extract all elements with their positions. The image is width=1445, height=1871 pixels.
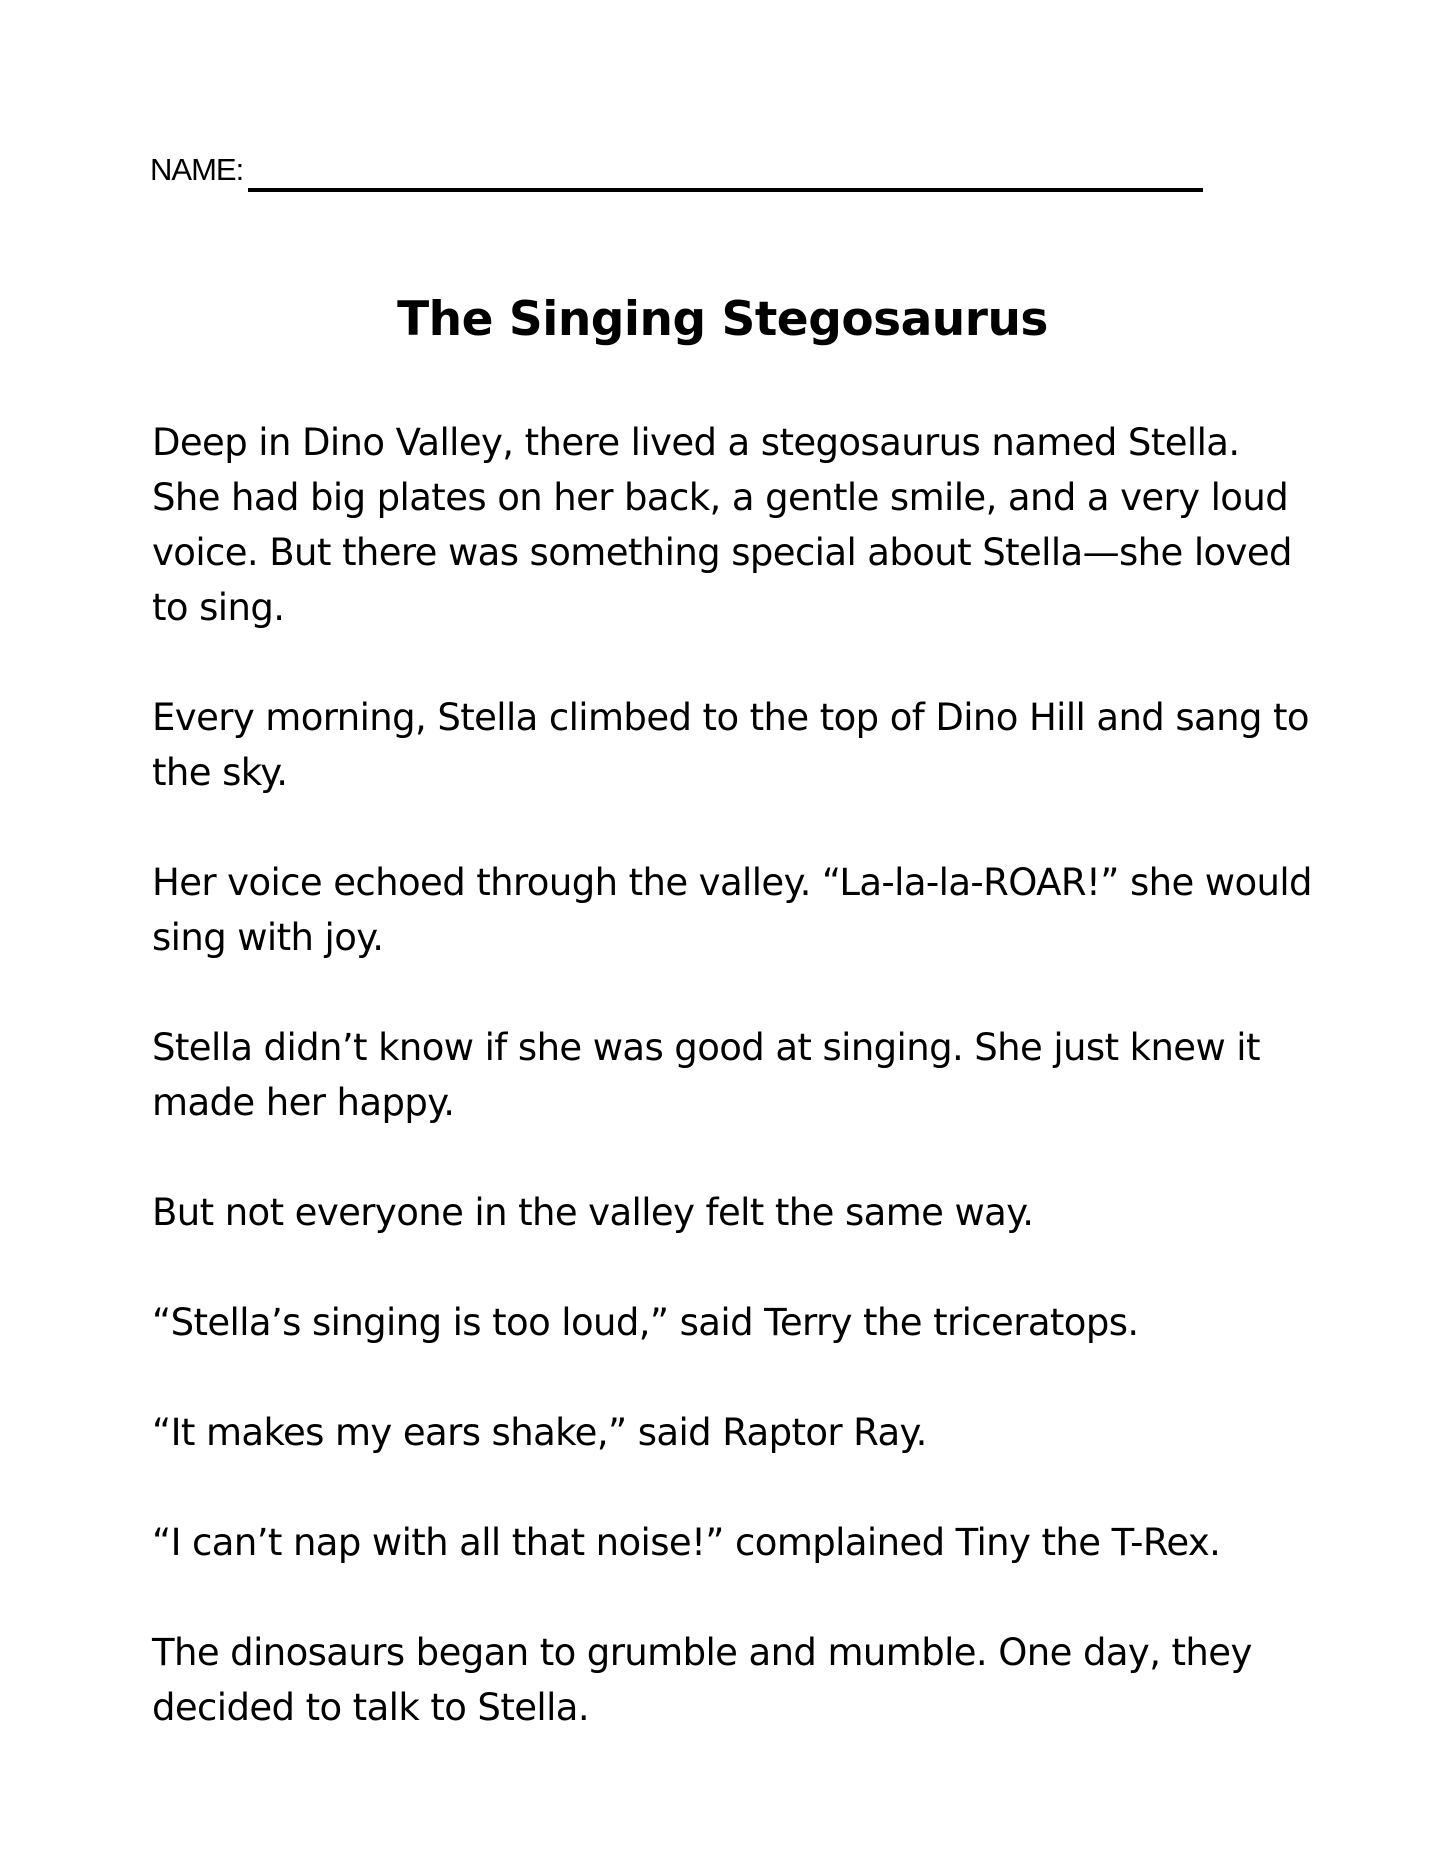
story-title: The Singing Stegosaurus: [397, 292, 1048, 347]
story-paragraph: Stella didn’t know if she was good at singing. She just knew it made her happy.: [152, 1026, 1260, 1124]
story-paragraph: But not everyone in the valley felt the same way.: [152, 1191, 1034, 1234]
story-body: [152, 415, 1317, 1790]
name-writing-line[interactable]: [248, 188, 1203, 192]
story-paragraph: “I can’t nap with all that noise!” complained Tiny the T-Rex.: [152, 1521, 1221, 1564]
story-paragraph: “It makes my ears shake,” said Raptor Ray.: [152, 1411, 927, 1454]
story-paragraph: Her voice echoed through the valley. “La-la-la-ROAR!” she would sing with joy.: [152, 861, 1312, 959]
name-row: [150, 150, 1210, 194]
name-label: NAME:: [150, 152, 244, 187]
story-paragraph: “Stella’s singing is too loud,” said Terry the triceratops.: [152, 1301, 1139, 1344]
story-paragraph: Every morning, Stella climbed to the top of Dino Hill and sang to the sky.: [152, 696, 1309, 794]
story-paragraph: Deep in Dino Valley, there lived a stegosaurus named Stella. She had big plates on her back, a gentle smile, and a very loud voice. But there was something special about Stella—she loved to sing.: [152, 421, 1292, 629]
story-paragraph: The dinosaurs began to grumble and mumble. One day, they decided to talk to Stella.: [152, 1631, 1252, 1729]
